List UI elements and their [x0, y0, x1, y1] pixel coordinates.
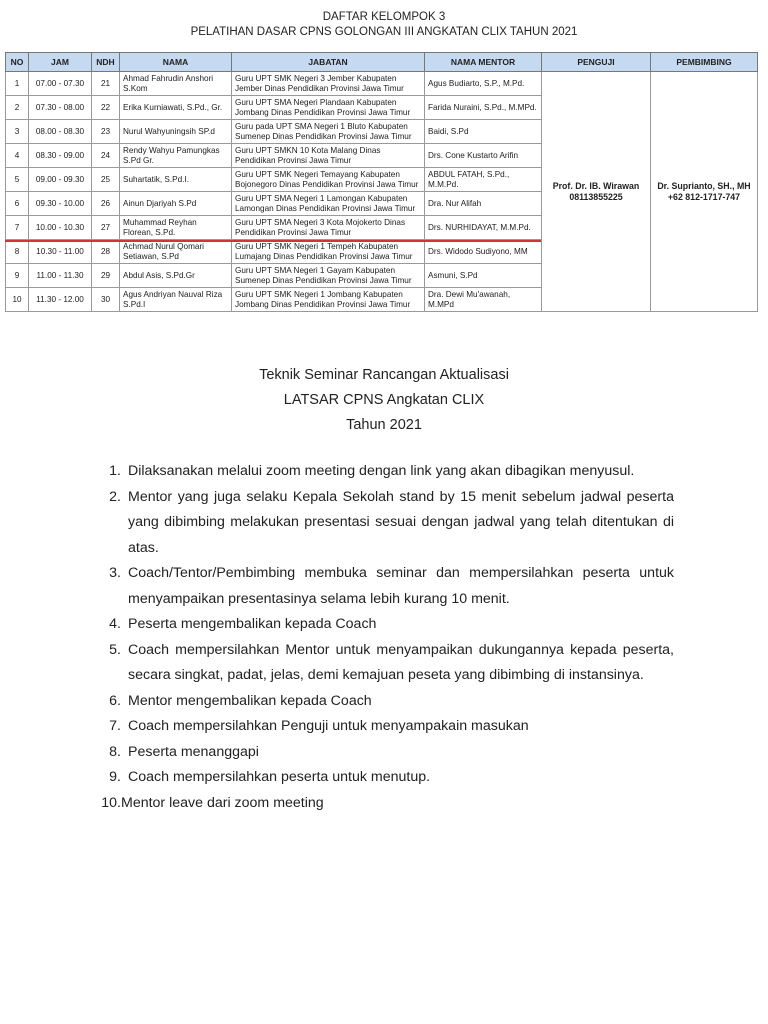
- cell-jam: 09.00 - 09.30: [29, 168, 92, 192]
- cell-no: 1: [6, 72, 29, 96]
- cell-no: 2: [6, 96, 29, 120]
- col-header: NDH: [92, 53, 120, 72]
- list-item: [96, 485, 674, 562]
- cell-mentor: Dra. Dewi Mu'awanah, M.MPd: [425, 288, 542, 312]
- list-number: 10.: [101, 794, 121, 811]
- cell-jabatan: Guru UPT SMA Negeri 1 Lamongan Kabupaten Lamongan Dinas Pendidikan Provinsi Jawa Timur: [232, 192, 425, 216]
- cell-mentor: Asmuni, S.Pd: [425, 264, 542, 288]
- cell-nama: Muhammad Reyhan Florean, S.Pd.: [120, 216, 232, 240]
- list-item: [96, 459, 674, 485]
- list-number: 5.: [109, 641, 121, 658]
- pembimbing-name: Dr. Suprianto, SH., MH: [657, 180, 751, 191]
- col-header: JAM: [29, 53, 92, 72]
- header-subtitle: PELATIHAN DASAR CPNS GOLONGAN III ANGKATAN CLIX TAHUN 2021: [190, 26, 578, 38]
- list-number: 7.: [109, 718, 121, 734]
- cell-no: 9: [6, 264, 29, 288]
- list-item: [96, 791, 674, 817]
- cell-jabatan: Guru UPT SMA Negeri 3 Kota Mojokerto Dinas Pendidikan Provinsi Jawa Timur: [232, 216, 425, 240]
- cell-nama: Abdul Asis, S.Pd.Gr: [120, 264, 232, 288]
- col-header: NO: [6, 53, 29, 72]
- cell-mentor: Drs. Cone Kustarto Arifin: [425, 144, 542, 168]
- cell-jam: 11.30 - 12.00: [29, 288, 92, 312]
- list-item: [96, 689, 674, 715]
- seminar-heading: [0, 363, 768, 438]
- penguji-phone: 08113855225: [569, 191, 623, 202]
- cell-mentor: Dra. Nur Alifah: [425, 192, 542, 216]
- cell-jam: 08.00 - 08.30: [29, 120, 92, 144]
- list-item: [96, 612, 674, 638]
- cell-nama: Erika Kurniawati, S.Pd., Gr.: [120, 96, 232, 120]
- list-text: Peserta mengembalikan kepada Coach: [128, 616, 377, 632]
- penguji-cell: [542, 72, 651, 312]
- cell-jabatan: Guru UPT SMA Negeri Plandaan Kabupaten Jombang Dinas Pendidikan Provinsi Jawa Timur: [232, 96, 425, 120]
- list-text: Mentor mengembalikan kepada Coach: [128, 692, 372, 709]
- list-item: [96, 765, 674, 791]
- cell-jam: 08.30 - 09.00: [29, 144, 92, 168]
- list-number: 6.: [109, 692, 121, 709]
- list-number: 3.: [109, 565, 121, 581]
- list-text: Coach mempersilahkan peserta untuk menutup.: [128, 769, 431, 785]
- cell-jabatan: Guru pada UPT SMA Negeri 1 Bluto Kabupaten Sumenep Dinas Pendidikan Provinsi Jawa Timur: [232, 120, 425, 144]
- cell-mentor: Baidi, S.Pd: [425, 120, 542, 144]
- list-number: 9.: [109, 769, 121, 785]
- cell-nama: Achmad Nurul Qomari Setiawan, S.Pd: [120, 240, 232, 264]
- cell-mentor: ABDUL FATAH, S.Pd., M.M.Pd.: [425, 168, 542, 192]
- cell-no: 10: [6, 288, 29, 312]
- pembimbing-phone: +62 812-1717-747: [667, 191, 741, 202]
- cell-nama: Ainun Djariyah S.Pd: [120, 192, 232, 216]
- cell-ndh: 25: [92, 168, 120, 192]
- col-header: NAMA: [120, 53, 232, 72]
- cell-jabatan: Guru UPT SMK Negeri 3 Jember Kabupaten Jember Dinas Pendidikan Provinsi Jawa Timur: [232, 72, 425, 96]
- schedule-table: [5, 52, 758, 312]
- seminar-title: Teknik Seminar Rancangan Aktualisasi: [259, 367, 509, 383]
- cell-jam: 07.00 - 07.30: [29, 72, 92, 96]
- cell-nama: Rendy Wahyu Pamungkas S.Pd Gr.: [120, 144, 232, 168]
- list-item: [96, 740, 674, 766]
- cell-nama: Ahmad Fahrudin Anshori S.Kom: [120, 72, 232, 96]
- list-text: Mentor leave dari zoom meeting: [121, 794, 324, 811]
- seminar-year: Tahun 2021: [346, 417, 422, 433]
- list-number: 8.: [109, 743, 121, 760]
- seminar-steps-list: [96, 459, 674, 816]
- cell-jabatan: Guru UPT SMKN 10 Kota Malang Dinas Pendidikan Provinsi Jawa Timur: [232, 144, 425, 168]
- cell-no: 7: [6, 216, 29, 240]
- list-text: Coach mempersilahkan Mentor untuk menyampaikan dukungannya kepada peserta, secara singkat, padat, jelas, demi kemajuan peseta yang dibimbing di instansinya.: [128, 641, 674, 683]
- red-underline: [5, 240, 541, 242]
- col-header: PEMBIMBING: [651, 53, 758, 72]
- cell-jabatan: Guru UPT SMA Negeri 1 Gayam Kabupaten Sumenep Dinas Pendidikan Provinsi Jawa Timur: [232, 264, 425, 288]
- header-title: DAFTAR KELOMPOK 3: [322, 11, 446, 23]
- cell-ndh: 23: [92, 120, 120, 144]
- document-header: [0, 10, 768, 40]
- col-header: PENGUJI: [542, 53, 651, 72]
- col-header: JABATAN: [232, 53, 425, 72]
- cell-jam: 09.30 - 10.00: [29, 192, 92, 216]
- cell-jabatan: Guru UPT SMK Negeri 1 Tempeh Kabupaten Lumajang Dinas Pendidikan Provinsi Jawa Timur: [232, 240, 425, 264]
- cell-mentor: Drs. Widodo Sudiyono, MM: [425, 240, 542, 264]
- cell-ndh: 22: [92, 96, 120, 120]
- pembimbing-cell: [651, 72, 758, 312]
- cell-ndh: 30: [92, 288, 120, 312]
- list-text: Coach mempersilahkan Penguji untuk menyampakain masukan: [128, 718, 529, 734]
- cell-no: 4: [6, 144, 29, 168]
- cell-no: 6: [6, 192, 29, 216]
- cell-ndh: 21: [92, 72, 120, 96]
- cell-ndh: 26: [92, 192, 120, 216]
- cell-nama: Nurul Wahyuningsih SP.d: [120, 120, 232, 144]
- penguji-name: Prof. Dr. IB. Wirawan: [552, 180, 640, 191]
- list-text: Peserta menanggapi: [128, 743, 259, 760]
- cell-jam: 07.30 - 08.00: [29, 96, 92, 120]
- cell-nama: Agus Andriyan Nauval Riza S.Pd.I: [120, 288, 232, 312]
- cell-mentor: Drs. NURHIDAYAT, M.M.Pd.: [425, 216, 542, 240]
- cell-jabatan: Guru UPT SMK Negeri 1 Jombang Kabupaten Jombang Dinas Pendidikan Provinsi Jawa Timur: [232, 288, 425, 312]
- seminar-subtitle: LATSAR CPNS Angkatan CLIX: [283, 392, 485, 408]
- list-item: [96, 714, 674, 740]
- cell-mentor: Farida Nuraini, S.Pd., M.MPd.: [425, 96, 542, 120]
- cell-nama: Suhartatik, S.Pd.I.: [120, 168, 232, 192]
- list-item: [96, 561, 674, 612]
- cell-mentor: Agus Budiarto, S.P., M.Pd.: [425, 72, 542, 96]
- list-item: [96, 638, 674, 689]
- list-number: 4.: [109, 616, 121, 632]
- cell-jam: 10.00 - 10.30: [29, 216, 92, 240]
- list-text: Coach/Tentor/Pembimbing membuka seminar dan mempersilahkan peserta untuk menyampaikan presentasinya selama lebih kurang 10 menit.: [128, 565, 674, 607]
- table-header-row: [6, 53, 758, 72]
- list-number: 2.: [109, 488, 121, 505]
- cell-jam: 11.00 - 11.30: [29, 264, 92, 288]
- cell-no: 3: [6, 120, 29, 144]
- table-row: [6, 72, 758, 96]
- cell-no: 5: [6, 168, 29, 192]
- cell-jabatan: Guru UPT SMK Negeri Temayang Kabupaten Bojonegoro Dinas Pendidikan Provinsi Jawa Timur: [232, 168, 425, 192]
- list-text: Mentor yang juga selaku Kepala Sekolah stand by 15 menit sebelum jadwal peserta yang dibimbing melakukan presentasi sesuai dengan jadwal yang telah ditentukan di atas.: [128, 488, 674, 556]
- cell-ndh: 29: [92, 264, 120, 288]
- cell-no: 8: [6, 240, 29, 264]
- cell-ndh: 28: [92, 240, 120, 264]
- cell-jam: 10.30 - 11.00: [29, 240, 92, 264]
- cell-ndh: 24: [92, 144, 120, 168]
- col-header: NAMA MENTOR: [425, 53, 542, 72]
- list-number: 1.: [109, 463, 121, 479]
- list-text: Dilaksanakan melalui zoom meeting dengan link yang akan dibagikan menyusul.: [128, 463, 635, 479]
- cell-ndh: 27: [92, 216, 120, 240]
